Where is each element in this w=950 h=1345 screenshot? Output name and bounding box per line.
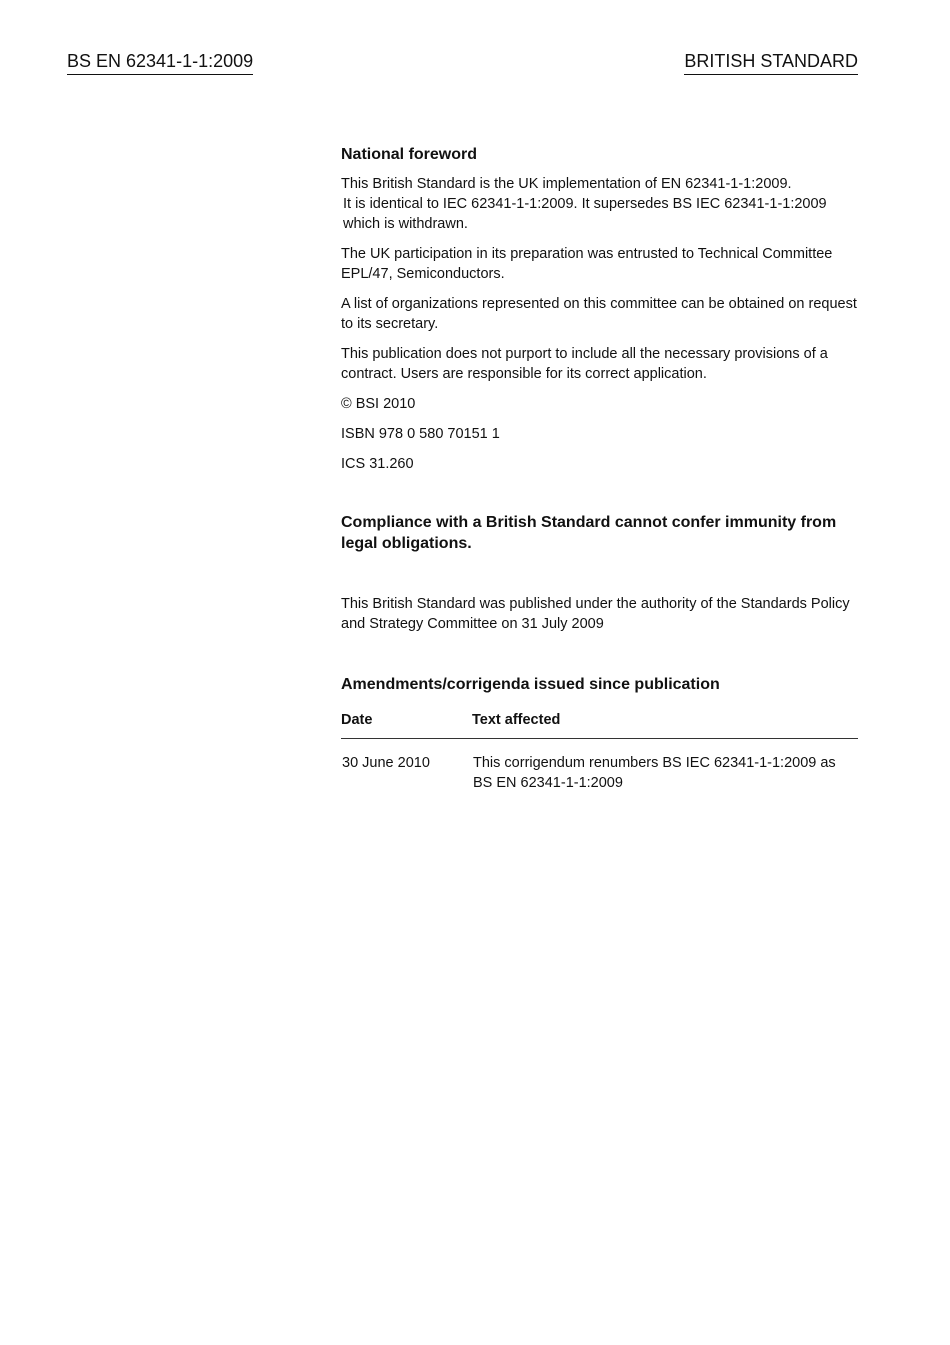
compliance-statement: Compliance with a British Standard cannot confer immunity from legal obligations. xyxy=(341,514,837,552)
foreword-title: National foreword xyxy=(341,146,478,163)
amendments-title: Amendments/corrigenda issued since publication xyxy=(341,676,720,693)
foreword-paragraph-3: A list of organizations represented on this committee can be obtained on request to its secretary. xyxy=(341,296,857,332)
copyright-line: © BSI 2010 xyxy=(341,396,416,412)
table-row xyxy=(341,739,858,793)
foreword-p1-line-2: It is identical to IEC 62341-1-1:2009. It supersedes BS IEC 62341-1-1:2009 xyxy=(343,196,827,212)
foreword-paragraph-1 xyxy=(341,174,861,234)
column-header-date: Date xyxy=(341,712,373,728)
amendment-date: 30 June 2010 xyxy=(342,755,430,771)
isbn-line: ISBN 978 0 580 70151 1 xyxy=(341,426,500,442)
amendments-table xyxy=(341,710,858,793)
foreword-p1-line-1: This British Standard is the UK implementation of EN 62341-1-1:2009. xyxy=(341,176,792,192)
foreword-paragraph-4: This publication does not purport to include all the necessary provisions of a contract. Users are responsible for its correct application. xyxy=(341,346,828,382)
foreword-p1-line-3: which is withdrawn. xyxy=(343,216,468,232)
header-document-number: BS EN 62341-1-1:2009 xyxy=(67,50,253,75)
compliance-section xyxy=(341,512,861,554)
amendments-table-header xyxy=(341,710,858,739)
publication-statement: This British Standard was published under the authority of the Standards Policy and Strategy Committee on 31 July 2009 xyxy=(341,596,850,632)
publication-section xyxy=(341,594,861,644)
column-header-text-affected: Text affected xyxy=(472,712,561,728)
ics-line: ICS 31.260 xyxy=(341,456,414,472)
amendments-heading-wrap xyxy=(341,674,861,695)
header-standard-type: BRITISH STANDARD xyxy=(684,50,858,75)
amendment-text: This corrigendum renumbers BS IEC 62341-1-1:2009 as BS EN 62341-1-1:2009 xyxy=(473,755,836,791)
national-foreword-section xyxy=(341,144,861,484)
foreword-paragraph-2: The UK participation in its preparation was entrusted to Technical Committee EPL/47, Semiconductors. xyxy=(341,246,833,282)
